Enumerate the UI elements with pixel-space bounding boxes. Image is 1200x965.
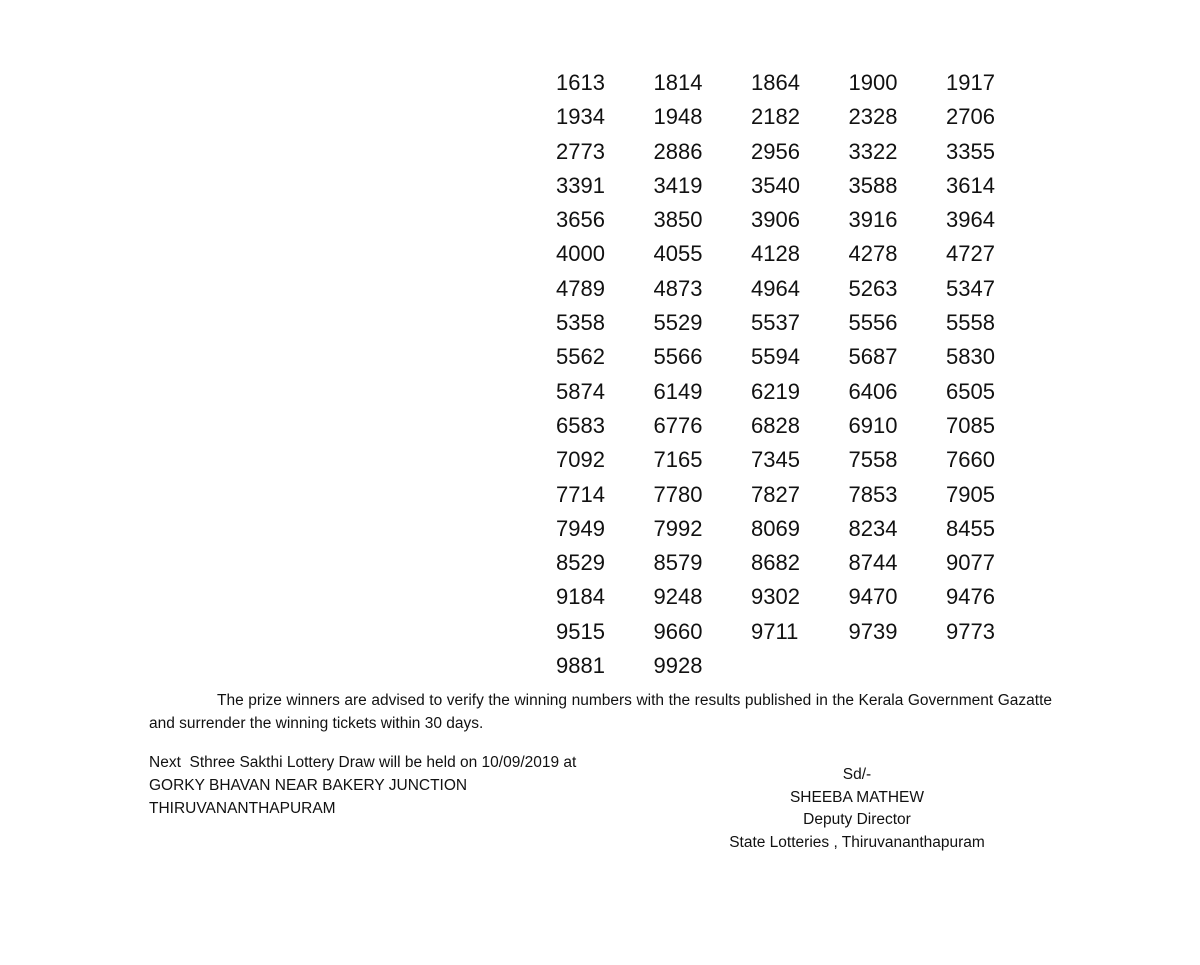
winning-number: 8234 bbox=[848, 515, 898, 541]
winning-number: 4000 bbox=[556, 241, 605, 267]
winning-number: 2956 bbox=[751, 138, 800, 164]
winning-number: 3391 bbox=[556, 172, 605, 198]
winning-number: 3540 bbox=[751, 172, 800, 198]
winning-number: 4727 bbox=[946, 241, 995, 267]
winning-number: 3916 bbox=[848, 207, 898, 233]
winning-number: 8529 bbox=[556, 550, 605, 576]
winning-number: 4873 bbox=[653, 275, 703, 301]
winning-number: 1917 bbox=[946, 70, 995, 95]
winning-number: 5263 bbox=[848, 275, 898, 301]
winning-number: 9077 bbox=[946, 550, 995, 576]
winning-number: 6583 bbox=[556, 412, 605, 438]
winning-number: 7992 bbox=[653, 515, 703, 541]
signatory-office: State Lotteries , Thiruvananthapuram bbox=[729, 833, 985, 851]
winning-number: 6406 bbox=[848, 378, 898, 404]
winning-number: 4055 bbox=[653, 241, 703, 267]
next-draw-venue: GORKY BHAVAN NEAR BAKERY JUNCTION bbox=[149, 777, 468, 794]
winning-number: 7714 bbox=[556, 481, 605, 507]
winning-number: 5594 bbox=[751, 344, 800, 370]
winning-number: 5562 bbox=[556, 344, 605, 370]
winning-number: 9928 bbox=[653, 653, 703, 679]
winning-number: 7949 bbox=[556, 515, 605, 541]
winning-number: 9302 bbox=[751, 584, 800, 610]
winning-number: 8744 bbox=[848, 550, 898, 576]
verification-notice: The prize winners are advised to verify the winning numbers with the results published in the Kerala Government Gazatte and surrender the winning tickets within 30 days. bbox=[149, 692, 1052, 732]
winning-number: 9773 bbox=[946, 618, 995, 644]
winning-number: 3614 bbox=[946, 172, 995, 198]
winning-number: 5347 bbox=[946, 275, 995, 301]
winning-number: 9476 bbox=[946, 584, 995, 610]
winning-number: 5874 bbox=[556, 378, 605, 404]
next-draw-line: Next Sthree Sakthi Lottery Draw will be held on 10/09/2019 at bbox=[149, 754, 577, 771]
winning-number: 2773 bbox=[556, 138, 605, 164]
winning-number: 8579 bbox=[653, 550, 703, 576]
next-draw-city: THIRUVANANTHAPURAM bbox=[149, 800, 336, 817]
winning-number: 3964 bbox=[946, 207, 995, 233]
winning-number: 4789 bbox=[556, 275, 605, 301]
winning-number: 5556 bbox=[848, 310, 898, 336]
winning-number: 3906 bbox=[751, 207, 800, 233]
signature-block bbox=[700, 764, 1014, 854]
winning-number: 5566 bbox=[653, 344, 703, 370]
winning-number: 1900 bbox=[848, 70, 898, 95]
winning-number: 9660 bbox=[653, 618, 703, 644]
winning-number: 4128 bbox=[751, 241, 800, 267]
winning-number: 3850 bbox=[653, 207, 703, 233]
winning-number: 7165 bbox=[653, 447, 703, 473]
winning-number: 6776 bbox=[653, 412, 703, 438]
winning-number: 5529 bbox=[653, 310, 703, 336]
signed-mark: Sd/- bbox=[842, 766, 872, 783]
winning-number: 4964 bbox=[751, 275, 800, 301]
winning-number: 7092 bbox=[556, 447, 605, 473]
winning-number: 5358 bbox=[556, 310, 605, 336]
winning-number: 9739 bbox=[848, 618, 898, 644]
winning-number: 3355 bbox=[946, 138, 995, 164]
winning-number: 4278 bbox=[848, 241, 898, 267]
winning-number: 1814 bbox=[653, 70, 703, 95]
winning-number: 6505 bbox=[946, 378, 995, 404]
winning-number: 1948 bbox=[653, 104, 703, 130]
winning-number: 7558 bbox=[848, 447, 898, 473]
winning-number: 5830 bbox=[946, 344, 995, 370]
winning-number: 6219 bbox=[751, 378, 800, 404]
winning-number: 7780 bbox=[653, 481, 703, 507]
winning-number: 8455 bbox=[946, 515, 995, 541]
winning-number: 8069 bbox=[751, 515, 800, 541]
winning-number: 3419 bbox=[653, 172, 703, 198]
next-draw-info bbox=[149, 751, 576, 820]
winning-number: 9881 bbox=[556, 653, 605, 679]
winning-number: 7085 bbox=[946, 412, 995, 438]
winning-number: 7345 bbox=[751, 447, 800, 473]
winning-number: 1864 bbox=[751, 70, 800, 95]
winning-number: 5537 bbox=[751, 310, 800, 336]
winning-number: 2886 bbox=[653, 138, 703, 164]
winning-number: 9711 bbox=[751, 618, 799, 644]
winning-number: 3322 bbox=[848, 138, 898, 164]
winning-number: 7660 bbox=[946, 447, 995, 473]
winning-number: 6149 bbox=[653, 378, 703, 404]
winning-number: 8682 bbox=[751, 550, 800, 576]
signatory-designation: Deputy Director bbox=[803, 811, 911, 828]
winning-numbers-grid bbox=[556, 66, 1044, 683]
winning-number: 9515 bbox=[556, 618, 605, 644]
winning-number: 6910 bbox=[848, 412, 898, 438]
winning-number: 2328 bbox=[848, 104, 898, 130]
winning-number: 9248 bbox=[653, 584, 703, 610]
signatory-name: SHEEBA MATHEW bbox=[789, 788, 925, 806]
winning-number: 7905 bbox=[946, 481, 995, 507]
winning-number: 3588 bbox=[848, 172, 898, 198]
winning-number: 7853 bbox=[848, 481, 898, 507]
winning-number: 1613 bbox=[556, 70, 605, 95]
winning-number: 6828 bbox=[751, 412, 800, 438]
winning-number: 9184 bbox=[556, 584, 605, 610]
winning-number: 3656 bbox=[556, 207, 605, 233]
winning-number: 2706 bbox=[946, 104, 995, 130]
winning-number: 7827 bbox=[751, 481, 800, 507]
winning-number: 5558 bbox=[946, 310, 995, 336]
winning-number: 1934 bbox=[556, 104, 605, 130]
winning-number: 5687 bbox=[848, 344, 898, 370]
winning-number: 2182 bbox=[751, 104, 800, 130]
winning-number: 9470 bbox=[848, 584, 898, 610]
